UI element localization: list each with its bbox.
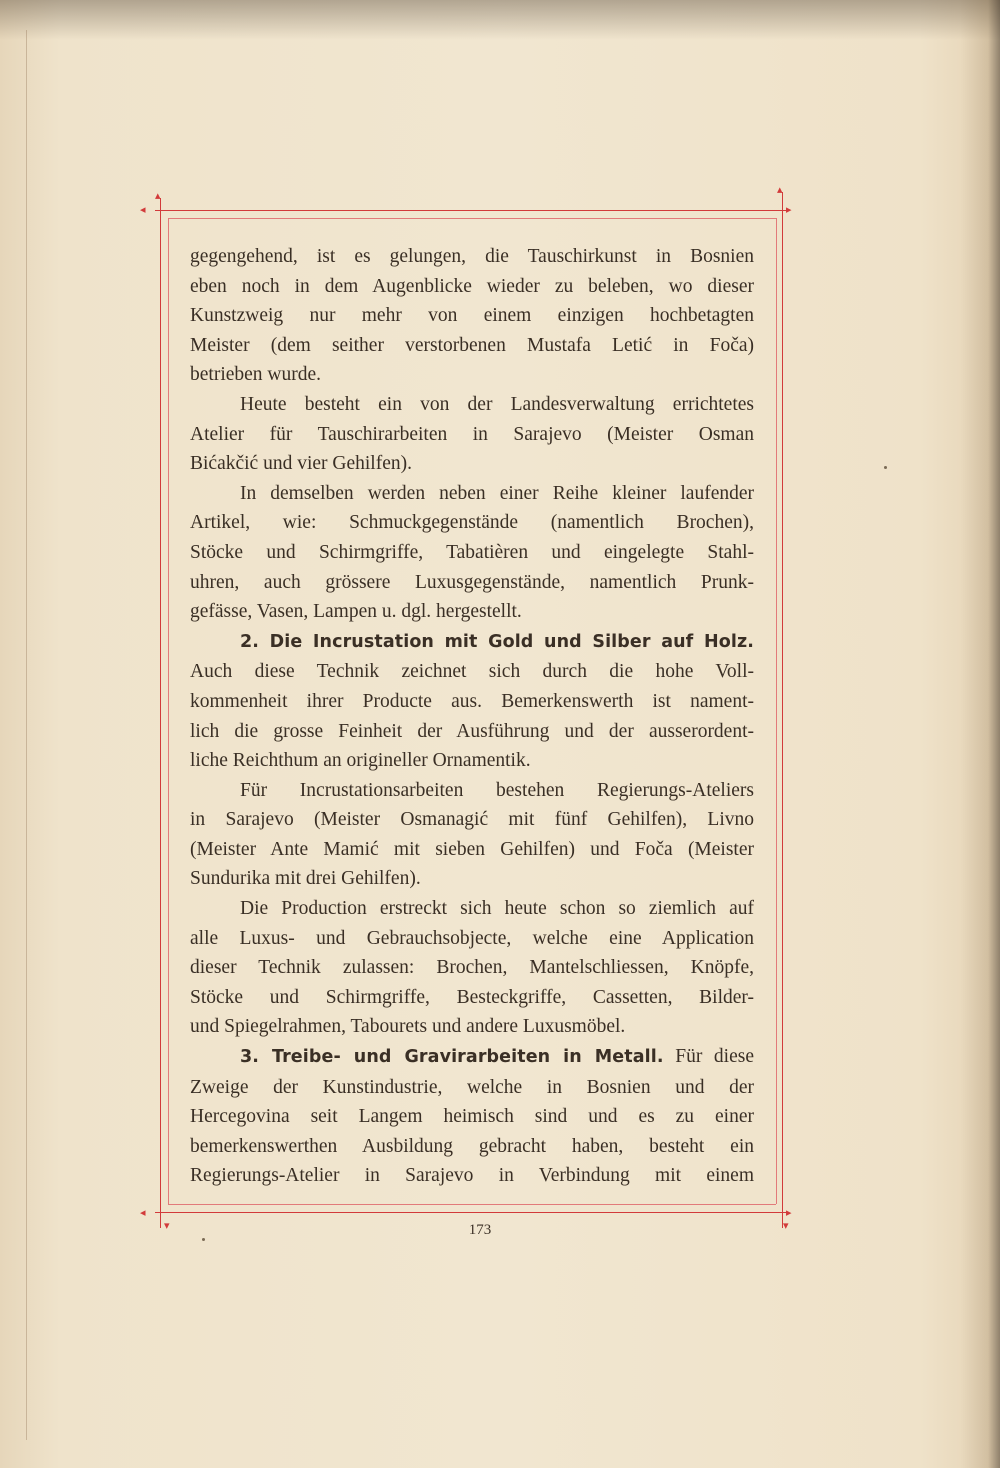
text-line: eben noch in dem Augenblicke wieder zu beleben, wo dieser [190, 275, 754, 297]
text-line: lich die grosse Feinheit der Ausführung und der ausserordent- [190, 720, 754, 742]
frame-corner-arrow-icon: ▾ [783, 1219, 789, 1232]
page-number: 173 [468, 1222, 492, 1238]
gutter-line [26, 30, 27, 1440]
section-heading: 2. Die Incrustation mit Gold und Silber auf Holz. [240, 631, 754, 652]
text-line: in Sarajevo (Meister Osmanagić mit fünf Gehilfen), Livno [190, 809, 754, 831]
text-line: gefässe, Vasen, Lampen u. dgl. hergestellt. [190, 601, 522, 623]
text-line: uhren, auch grössere Luxusgegenstände, namentlich Prunk- [190, 571, 754, 593]
text-line: Artikel, wie: Schmuckgegenstände (namentlich Brochen), [190, 512, 754, 534]
paper-speck [884, 466, 887, 469]
text-line: und Spiegelrahmen, Tabourets und andere Luxusmöbel. [190, 1016, 626, 1038]
text-line [190, 627, 754, 658]
frame-corner-arrow-icon: ▸ [786, 1206, 792, 1219]
text-line: Kunstzweig nur mehr von einem einzigen hochbetagten [190, 305, 754, 327]
frame-corner-arrow-icon: ◂ [140, 1206, 146, 1219]
frame-corner-arrow-icon: ▴ [155, 189, 161, 202]
text-line: liche Reichthum an origineller Ornamentik. [190, 750, 531, 772]
text-line: dieser Technik zulassen: Brochen, Mantelschliessen, Knöpfe, [190, 957, 754, 979]
text-line: Regierungs-Atelier in Sarajevo in Verbindung mit einem [190, 1165, 754, 1187]
frame-right-rule [782, 192, 783, 1228]
text-line: Stöcke und Schirmgriffe, Besteckgriffe, Cassetten, Bilder- [190, 986, 754, 1008]
frame-inner-left-rule [168, 218, 169, 1204]
text-line: betrieben wurde. [190, 364, 322, 386]
text-run: Für diese [675, 1046, 754, 1068]
text-line: Atelier für Tauschirarbeiten in Sarajevo (Meister Osman [190, 423, 754, 445]
frame-bottom-rule [155, 1212, 787, 1213]
text-line: Hercegovina seit Langem heimisch sind und es zu einer [190, 1106, 754, 1128]
text-line: Sundurika mit drei Gehilfen). [190, 868, 421, 890]
page-edge-shadow [960, 0, 1000, 1468]
text-line: kommenheit ihrer Producte aus. Bemerkenswerth ist nament- [190, 690, 754, 712]
frame-inner-right-rule [776, 218, 777, 1204]
text-line [190, 1042, 754, 1073]
frame-inner-top-rule [168, 218, 776, 219]
text-line: Bićakčić und vier Gehilfen). [190, 453, 412, 475]
body-text [190, 242, 754, 1191]
frame-corner-arrow-icon: ▴ [777, 183, 783, 196]
text-line: Auch diese Technik zeichnet sich durch die hohe Voll- [190, 661, 754, 683]
text-line: bemerkenswerthen Ausbildung gebracht haben, besteht ein [190, 1135, 754, 1157]
frame-corner-arrow-icon: ▸ [786, 203, 792, 216]
text-line: Für Incrustationsarbeiten bestehen Regierungs-Ateliers [240, 779, 754, 801]
frame-corner-arrow-icon: ▾ [164, 1219, 170, 1232]
text-line: Die Production erstreckt sich heute schon so ziemlich auf [240, 898, 754, 920]
page-top-shadow [0, 0, 1000, 40]
text-line: Heute besteht ein von der Landesverwaltung errichtetes [240, 393, 754, 415]
text-line: Stöcke und Schirmgriffe, Tabatièren und eingelegte Stahl- [190, 541, 754, 563]
text-line: gegengehend, ist es gelungen, die Tauschirkunst in Bosnien [190, 246, 754, 267]
frame-corner-arrow-icon: ◂ [140, 203, 146, 216]
section-heading: 3. Treibe- und Gravirarbeiten in Metall. [240, 1047, 664, 1068]
text-line: In demselben werden neben einer Reihe kleiner laufender [240, 482, 754, 504]
text-line: Meister (dem seither verstorbenen Mustafa Letić in Foča) [190, 334, 754, 356]
text-line: alle Luxus- und Gebrauchsobjecte, welche eine Application [190, 927, 754, 949]
frame-left-rule [160, 198, 161, 1228]
frame-inner-bottom-rule [168, 1204, 776, 1205]
paper-speck [202, 1238, 205, 1241]
text-line: (Meister Ante Mamić mit sieben Gehilfen) und Foča (Meister [190, 838, 754, 860]
text-line: Zweige der Kunstindustrie, welche in Bosnien und der [190, 1076, 754, 1098]
frame-top-rule [155, 210, 787, 211]
